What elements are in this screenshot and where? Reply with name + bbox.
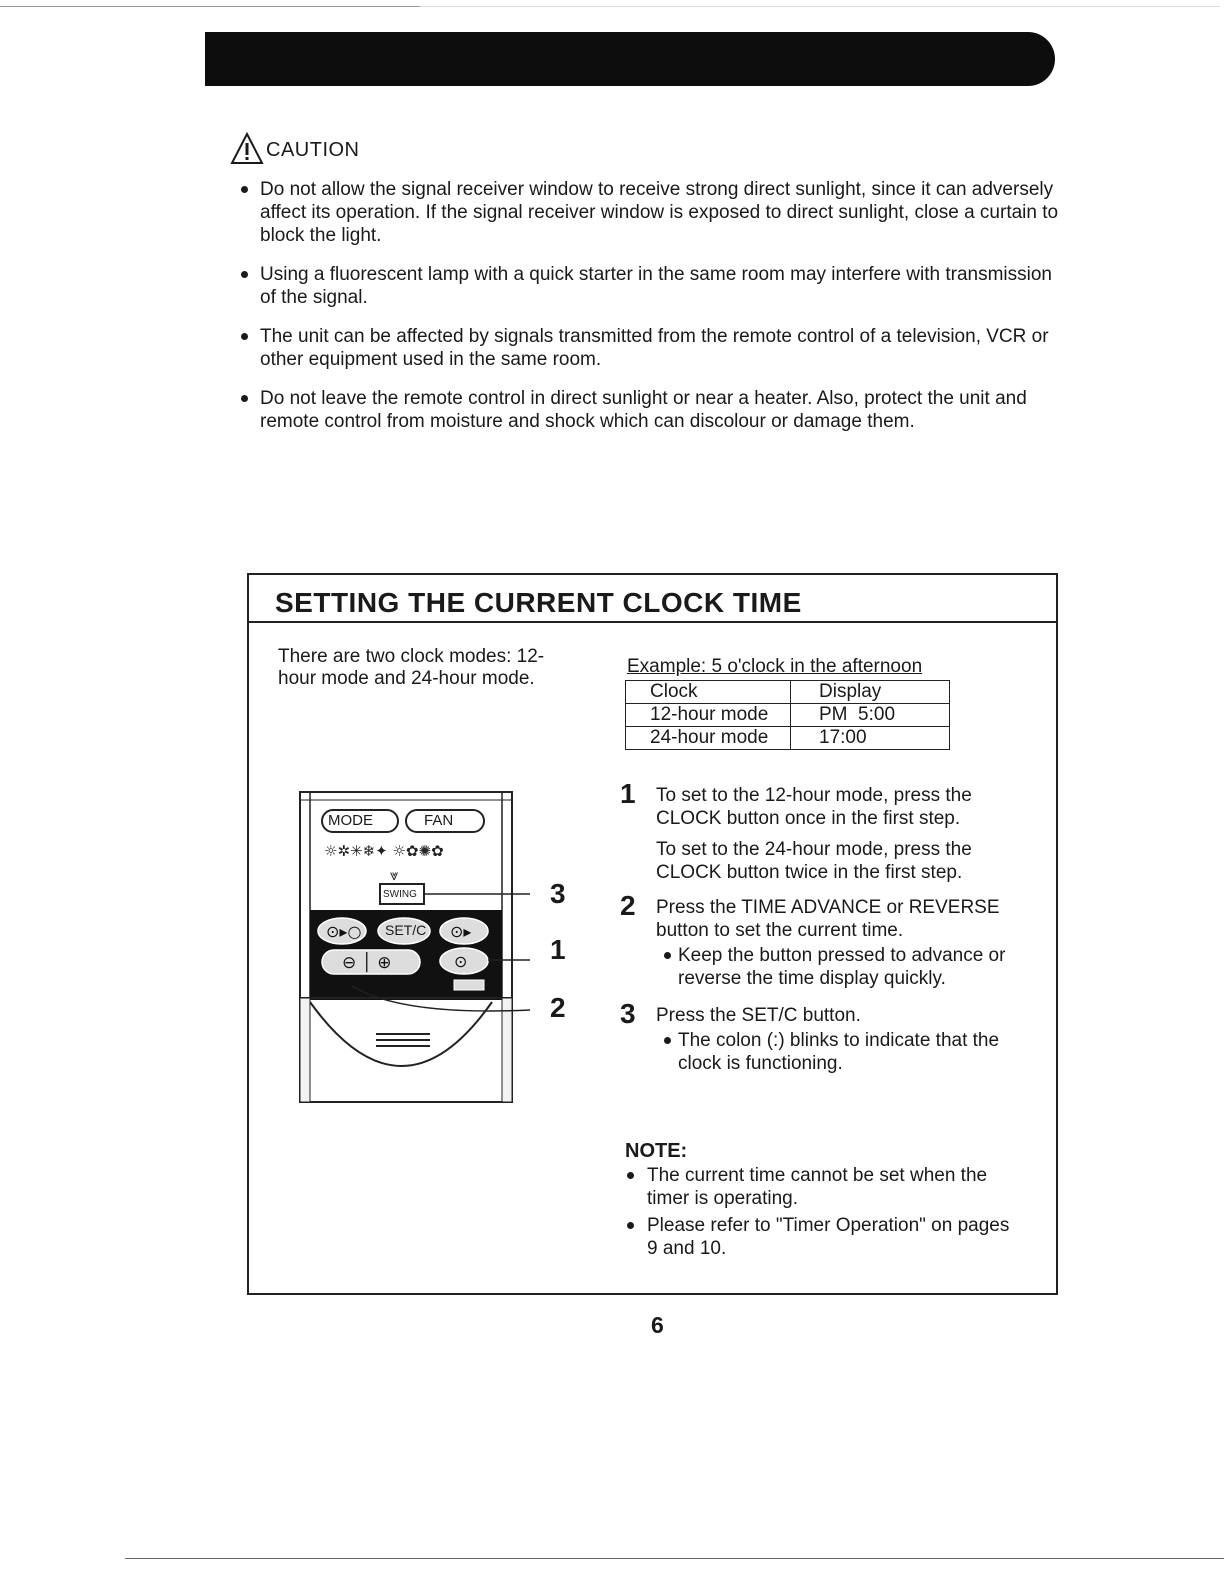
step-text: To set to the 12-hour mode, press the CLOCK button once in the first step.: [656, 785, 972, 829]
note-item: The current time cannot be set when the timer is operating.: [625, 1164, 1025, 1210]
step-number: 3: [620, 998, 636, 1029]
svg-text:☼✲✳❄✦ ☼✿✺✿: ☼✲✳❄✦ ☼✿✺✿: [324, 842, 444, 860]
svg-text:⊙▸○: ⊙▸○: [326, 922, 362, 941]
caution-heading: [230, 126, 360, 166]
example-caption: Example: 5 o'clock in the afternoon: [627, 656, 923, 677]
caution-item: Do not allow the signal receiver window to receive strong direct sunlight, since it can adversely affect its operation. If the signal receiver window is exposed to direct sunlight, close a curtain to block the light.: [240, 178, 1060, 247]
clock-mode-table: [625, 680, 950, 750]
step-text: Press the TIME ADVANCE or REVERSE button to set the current time.: [656, 897, 1000, 941]
section-title-bar: [249, 575, 1056, 623]
step-1: [620, 778, 1030, 884]
section-title: SETTING THE CURRENT CLOCK TIME: [275, 587, 802, 618]
table-cell: PM 5:00: [791, 704, 950, 727]
caution-item: Do not leave the remote control in direct sunlight or near a heater. Also, protect the unit and remote control from moisture and shock which can discolour or damage them.: [240, 387, 1060, 433]
page-number: 6: [651, 1312, 664, 1338]
mode-button-label: MODE: [328, 812, 373, 829]
remote-control-drawing: [292, 790, 592, 1110]
callout-3: 3: [550, 878, 566, 909]
remote-control-illustration: [292, 790, 592, 1115]
table-cell: 12-hour mode: [626, 704, 791, 727]
step-text: To set to the 24-hour mode, press the CLOCK button twice in the first step.: [656, 839, 972, 883]
top-rule: [0, 6, 420, 7]
bullet-icon: [241, 271, 248, 278]
intro-text: There are two clock modes: 12-hour mode and 24-hour mode.: [278, 646, 545, 689]
note-title: NOTE:: [625, 1140, 688, 1162]
svg-text:⊖ │ ⊕: ⊖ │ ⊕: [342, 953, 392, 973]
bullet-icon: [627, 1222, 634, 1229]
header-band: [205, 32, 1055, 86]
step-subnote: The colon (:) blinks to indicate that the clock is functioning.: [656, 1029, 1030, 1075]
table-header: Clock: [626, 681, 791, 704]
bullet-icon: [664, 952, 671, 959]
step-2: [620, 890, 1030, 990]
caution-list: [240, 178, 1060, 449]
caution-item: The unit can be affected by signals transmitted from the remote control of a television, VCR or other equipment used in the same room.: [240, 325, 1060, 371]
svg-text:⊙▸: ⊙▸: [450, 922, 472, 941]
swing-button-label: SWING: [383, 889, 417, 900]
step-subnote: Keep the button pressed to advance or reverse the time display quickly.: [656, 944, 1030, 990]
table-row: [626, 727, 950, 750]
table-header: Display: [791, 681, 950, 704]
bullet-icon: [241, 395, 248, 402]
caution-label: CAUTION: [266, 139, 360, 161]
table-row: [626, 704, 950, 727]
warning-triangle-icon: [230, 132, 264, 166]
svg-text:⊙: ⊙: [454, 952, 468, 971]
svg-text:⩔: ⩔: [390, 866, 399, 884]
bullet-icon: [627, 1172, 634, 1179]
step-text: Press the SET/C button.: [656, 1005, 861, 1026]
step-3: [620, 998, 1030, 1075]
step-number: 2: [620, 890, 636, 921]
steps-list: [620, 778, 1030, 1087]
caution-item: Using a fluorescent lamp with a quick starter in the same room may interfere with transmission of the signal.: [240, 263, 1060, 309]
bullet-icon: [241, 333, 248, 340]
callout-1: 1: [550, 934, 566, 965]
top-rule-light: [420, 6, 1220, 7]
step-number: 1: [620, 778, 636, 809]
bullet-icon: [664, 1037, 671, 1044]
note-item: Please refer to "Timer Operation" on pages 9 and 10.: [625, 1214, 1025, 1260]
setc-button-label: SET/C: [385, 922, 427, 938]
note-list: [625, 1164, 1025, 1264]
table-cell: 17:00: [791, 727, 950, 750]
bottom-rule: [125, 1558, 1224, 1559]
callout-2: 2: [550, 992, 566, 1023]
fan-button-label: FAN: [424, 812, 454, 829]
table-cell: 24-hour mode: [626, 727, 791, 750]
table-header-row: [626, 681, 950, 704]
bullet-icon: [241, 186, 248, 193]
